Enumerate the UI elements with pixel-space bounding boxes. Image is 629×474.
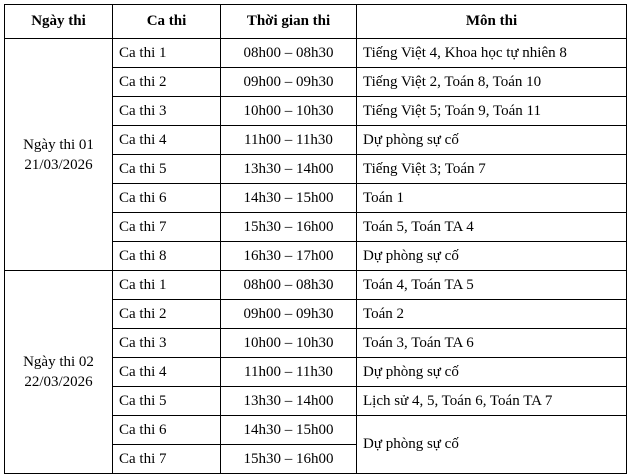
time-cell: 13h30 – 14h00	[221, 387, 357, 416]
day-date: 21/03/2026	[24, 156, 93, 173]
shift-cell: Ca thi 4	[113, 358, 221, 387]
time-cell: 14h30 – 15h00	[221, 416, 357, 445]
subject-cell: Toán 3, Toán TA 6	[357, 329, 627, 358]
time-cell: 14h30 – 15h00	[221, 184, 357, 213]
time-cell: 09h00 – 09h30	[221, 300, 357, 329]
shift-cell: Ca thi 1	[113, 39, 221, 68]
subject-cell-merged: Dự phòng sự cố	[357, 416, 627, 474]
shift-cell: Ca thi 2	[113, 68, 221, 97]
header-subject: Môn thi	[357, 5, 627, 39]
day-label: Ngày thi 02	[23, 354, 94, 370]
time-cell: 10h00 – 10h30	[221, 329, 357, 358]
shift-cell: Ca thi 8	[113, 242, 221, 271]
time-cell: 08h00 – 08h30	[221, 271, 357, 300]
header-day: Ngày thi	[5, 5, 113, 39]
shift-cell: Ca thi 7	[113, 213, 221, 242]
time-cell: 10h00 – 10h30	[221, 97, 357, 126]
time-cell: 08h00 – 08h30	[221, 39, 357, 68]
day-cell	[5, 39, 113, 271]
shift-cell: Ca thi 6	[113, 184, 221, 213]
subject-cell: Toán 4, Toán TA 5	[357, 271, 627, 300]
subject-cell: Tiếng Việt 3; Toán 7	[357, 155, 627, 184]
shift-cell: Ca thi 5	[113, 155, 221, 184]
exam-schedule-table	[4, 4, 627, 474]
time-cell: 09h00 – 09h30	[221, 68, 357, 97]
header-time: Thời gian thi	[221, 5, 357, 39]
time-cell: 13h30 – 14h00	[221, 155, 357, 184]
subject-cell: Dự phòng sự cố	[357, 242, 627, 271]
shift-cell: Ca thi 3	[113, 97, 221, 126]
day-cell	[5, 271, 113, 474]
shift-cell: Ca thi 6	[113, 416, 221, 445]
shift-cell: Ca thi 4	[113, 126, 221, 155]
subject-cell: Toán 1	[357, 184, 627, 213]
subject-cell: Tiếng Việt 4, Khoa học tự nhiên 8	[357, 39, 627, 68]
shift-cell: Ca thi 5	[113, 387, 221, 416]
subject-cell: Dự phòng sự cố	[357, 358, 627, 387]
shift-cell: Ca thi 1	[113, 271, 221, 300]
subject-cell: Tiếng Việt 2, Toán 8, Toán 10	[357, 68, 627, 97]
time-cell: 15h30 – 16h00	[221, 445, 357, 474]
subject-cell: Toán 5, Toán TA 4	[357, 213, 627, 242]
shift-cell: Ca thi 2	[113, 300, 221, 329]
time-cell: 15h30 – 16h00	[221, 213, 357, 242]
time-cell: 11h00 – 11h30	[221, 358, 357, 387]
header-row	[5, 5, 627, 39]
shift-cell: Ca thi 7	[113, 445, 221, 474]
table-row	[5, 39, 627, 68]
time-cell: 16h30 – 17h00	[221, 242, 357, 271]
subject-cell: Lịch sử 4, 5, Toán 6, Toán TA 7	[357, 387, 627, 416]
subject-cell: Dự phòng sự cố	[357, 126, 627, 155]
table-row	[5, 271, 627, 300]
header-shift: Ca thi	[113, 5, 221, 39]
shift-cell: Ca thi 3	[113, 329, 221, 358]
time-cell: 11h00 – 11h30	[221, 126, 357, 155]
subject-cell: Tiếng Việt 5; Toán 9, Toán 11	[357, 97, 627, 126]
day-date: 22/03/2026	[24, 374, 93, 390]
day-label: Ngày thi 01	[23, 136, 94, 153]
subject-cell: Toán 2	[357, 300, 627, 329]
